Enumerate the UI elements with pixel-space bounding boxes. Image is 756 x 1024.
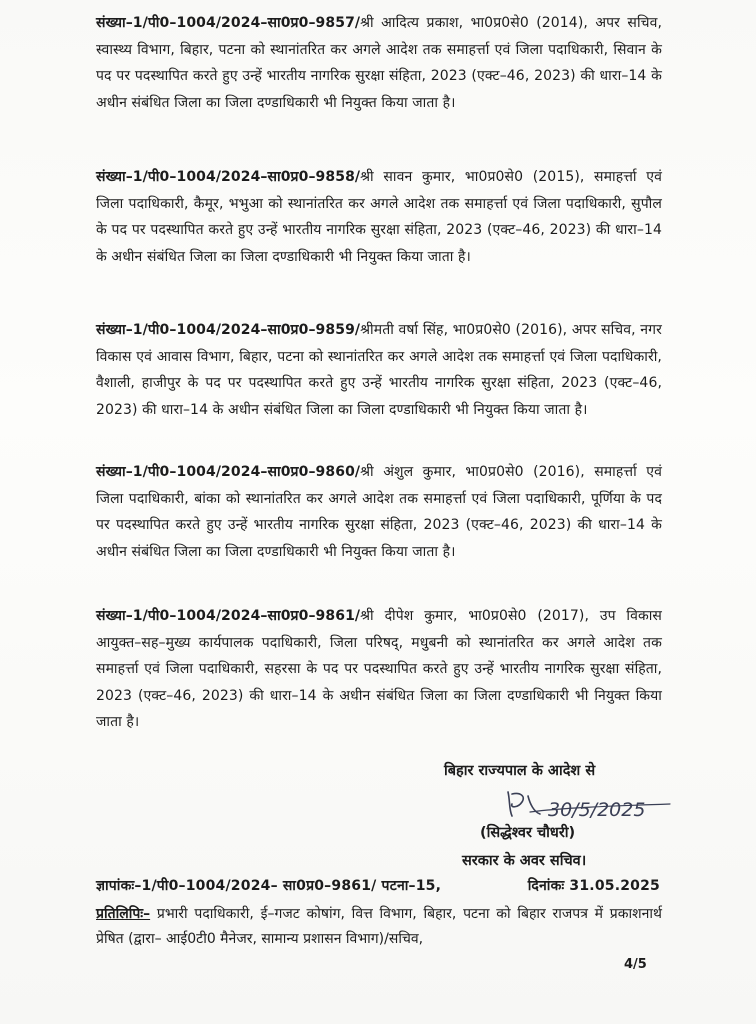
- order-text: श्रीमती वर्षा सिंह, भा0प्र0से0 (2016), अपर सचिव, नगर विकास एवं आवास विभाग, बिहार, पटना को स्थानांतरित कर अगले आदेश तक समाहर्त्ता एवं जिला पदाधिकारी, वैशाली, हाजीपुर के पद पर पदस्थापित करते हुए उन्हें भारतीय नागरिक सुरक्षा संहिता, 2023 (एक्ट–46, 2023) की धारा–14 के अधीन संबंधित जिला का जिला दण्डाधिकारी भी नियुक्त किया जाता है।: [96, 322, 662, 418]
- signature-date: 30/5/2025: [548, 799, 646, 821]
- by-order-line: बिहार राज्यपाल के आदेश से: [444, 763, 596, 779]
- order-text: श्री आदित्य प्रकाश, भा0प्र0से0 (2014), अपर सचिव, स्वास्थ्य विभाग, बिहार, पटना को स्थानांतरित कर अगले आदेश तक समाहर्त्ता एवं जिला पदाधिकारी, सिवान के पद पर पदस्थापित करते हुए उन्हें भारतीय नागरिक सुरक्षा संहिता, 2023 (एक्ट–46, 2023) की धारा–14 के अधीन संबंधित जिला का जिला दण्डाधिकारी भी नियुक्त किया जाता है।: [96, 15, 662, 111]
- memo-reference-line: [96, 876, 662, 895]
- order-number: संख्या–1/पी0–1004/2024–सा0प्र0–9860/: [96, 464, 361, 480]
- order-paragraph: [96, 317, 662, 423]
- page-number: 4/5: [624, 957, 647, 972]
- copy-text: प्रभारी पदाधिकारी, ई–गजट कोषांग, वित्त विभाग, बिहार, पटना को बिहार राजपत्र में प्रकाशनार्थ प्रेषित (द्वारा– आई0टी0 मैनेजर, सामान्य प्रशासन विभाग)/सचिव,: [96, 906, 662, 947]
- order-number: संख्या–1/पी0–1004/2024–सा0प्र0–9859/: [96, 322, 361, 338]
- signer-name: (सिद्धेश्वर चौधरी): [480, 825, 576, 841]
- order-text: श्री दीपेश कुमार, भा0प्र0से0 (2017), उप विकास आयुक्त–सह–मुख्य कार्यपालक पदाधिकारी, जिला परिषद्, मधुबनी को स्थानांतरित कर अगले आदेश तक समाहर्त्ता एवं जिला पदाधिकारी, सहरसा के पद पर पदस्थापित करते हुए उन्हें भारतीय नागरिक सुरक्षा संहिता, 2023 (एक्ट–46, 2023) की धारा–14 के अधीन संबंधित जिला का जिला दण्डाधिकारी भी नियुक्त किया जाता है।: [96, 608, 662, 731]
- copy-label: प्रतिलिपिः–: [96, 906, 151, 922]
- order-number: संख्या–1/पी0–1004/2024–सा0प्र0–9861/: [96, 608, 361, 624]
- order-text: श्री अंशुल कुमार, भा0प्र0से0 (2016), समाहर्त्ता एवं जिला पदाधिकारी, बांका को स्थानांतरित कर अगले आदेश तक समाहर्त्ता एवं जिला पदाधिकारी, पूर्णिया के पद पर पदस्थापित करते हुए उन्हें भारतीय नागरिक सुरक्षा संहिता, 2023 (एक्ट–46, 2023) की धारा–14 के अधीन संबंधित जिला का जिला दण्डाधिकारी भी नियुक्त किया जाता है।: [96, 464, 662, 560]
- order-number: संख्या–1/पी0–1004/2024–सा0प्र0–9858/: [96, 169, 361, 185]
- order-paragraph: [96, 164, 662, 270]
- order-text: श्री सावन कुमार, भा0प्र0से0 (2015), समाहर्त्ता एवं जिला पदाधिकारी, कैमूर, भभुआ को स्थानांतरित कर अगले आदेश तक समाहर्त्ता एवं जिला पदाधिकारी, सुपौल के पद पर पदस्थापित करते हुए उन्हें भारतीय नागरिक सुरक्षा संहिता, 2023 (एक्ट–46, 2023) की धारा–14 के अधीन संबंधित जिला का जिला दण्डाधिकारी भी नियुक्त किया जाता है।: [96, 169, 662, 265]
- signer-designation: सरकार के अवर सचिव।: [462, 853, 587, 869]
- copy-paragraph: [96, 902, 662, 952]
- memo-date: दिनांकः 31.05.2025: [527, 878, 660, 894]
- order-paragraph: [96, 459, 662, 565]
- order-number: संख्या–1/पी0–1004/2024–सा0प्र0–9857/: [96, 15, 361, 31]
- memo-number: ज्ञापांकः–1/पी0–1004/2024– सा0प्र0–9861/ पटना–15,: [96, 878, 442, 894]
- order-paragraph: [96, 603, 662, 736]
- order-paragraph: [96, 10, 662, 116]
